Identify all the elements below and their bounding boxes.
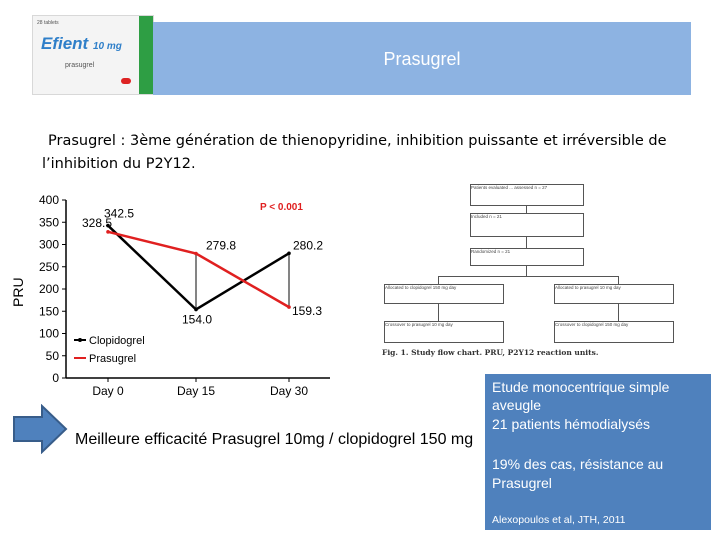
lilly-logo-icon [121,78,131,84]
intro-text [42,130,682,176]
y-axis-label-svg [7,265,29,315]
data-label: 159.3 [292,304,323,319]
data-label: 154.0 [182,312,213,327]
x-tick-label: Day 0 [92,384,124,398]
study-flow-chart-image [378,182,680,364]
right-arrow-icon [12,404,68,454]
y-tick-label: 150 [38,304,59,319]
info-line-3: 21 patients hémodialysés [492,416,650,432]
data-point [287,252,291,256]
product-molecule: prasugrel [65,62,95,69]
product-box-image: 28 tablets Efient 10 mg prasugrel [32,15,154,95]
data-point [287,305,291,309]
data-point [106,230,110,234]
info-line-1: Etude monocentrique simple [492,379,670,395]
y-tick-label: 200 [38,282,59,296]
data-label: 342.5 [104,206,135,221]
study-info-box [485,374,711,530]
y-tick-label: 0 [52,371,59,385]
intro-line-1: Prasugrel : 3ème génération de thienopyridine, inhibition puissante et irréversible de [48,133,667,149]
legend-prasugrel: Prasugrel [89,353,137,365]
data-point [194,252,198,256]
x-tick-label: Day 15 [176,384,216,398]
x-tick-label: Day 30 [269,384,309,398]
flow-box-top: Patients evaluated ... assessed n = 27 [470,184,584,206]
box-stripe [139,16,153,94]
slide-title: Prasugrel [383,49,461,69]
y-tick-label: 350 [38,215,59,230]
flow-box-left-cross: Crossover to prasugrel 10 mg day [384,321,504,343]
conclusion-text: Meilleure efficacité Prasugrel 10mg / clopidogrel 150 mg [75,431,474,448]
y-tick-label: 50 [45,348,59,363]
p-value-annotation: P < 0.001 [260,202,303,213]
y-tick-label: 100 [38,326,59,341]
flow-box-right-cross: Crossover to clopidogrel 150 mg day [554,321,674,343]
y-tick-label: 250 [38,259,59,274]
data-point [194,308,198,312]
y-axis-label-wrap [7,265,29,315]
legend-clopidogrel: Clopidogrel [89,335,145,347]
info-line-5: Prasugrel [492,475,552,491]
title-banner [153,22,691,95]
flow-chart-caption: Fig. 1. Study flow chart. PRU, P2Y12 reaction units. [382,348,599,357]
flow-box-right-alloc: Allocated to prasugrel 10 mg day [554,284,674,304]
flow-box-randomized: Randomized n = 21 [470,248,584,266]
data-label: 328.5 [82,215,113,230]
flow-box-left-alloc: Allocated to clopidogrel 150 mg day [384,284,504,304]
product-brand: Efient [41,34,89,53]
flow-box-included: Included n = 21 [470,213,584,237]
info-citation: Alexopoulos et al, JTH, 2011 [492,514,626,526]
info-line-4: 19% des cas, résistance au [492,456,664,472]
info-line-2: aveugle [492,397,542,413]
data-label: 280.2 [293,238,324,253]
chart-legend [74,335,145,365]
y-tick-label: 400 [38,193,59,207]
product-dose: 10 mg [93,41,122,52]
pru-line-chart [0,185,340,400]
y-axis-label-text: PRU [10,277,26,307]
y-tick-label: 300 [38,237,59,252]
data-label: 279.8 [206,238,237,253]
intro-line-2: l’inhibition du P2Y12. [42,156,196,172]
